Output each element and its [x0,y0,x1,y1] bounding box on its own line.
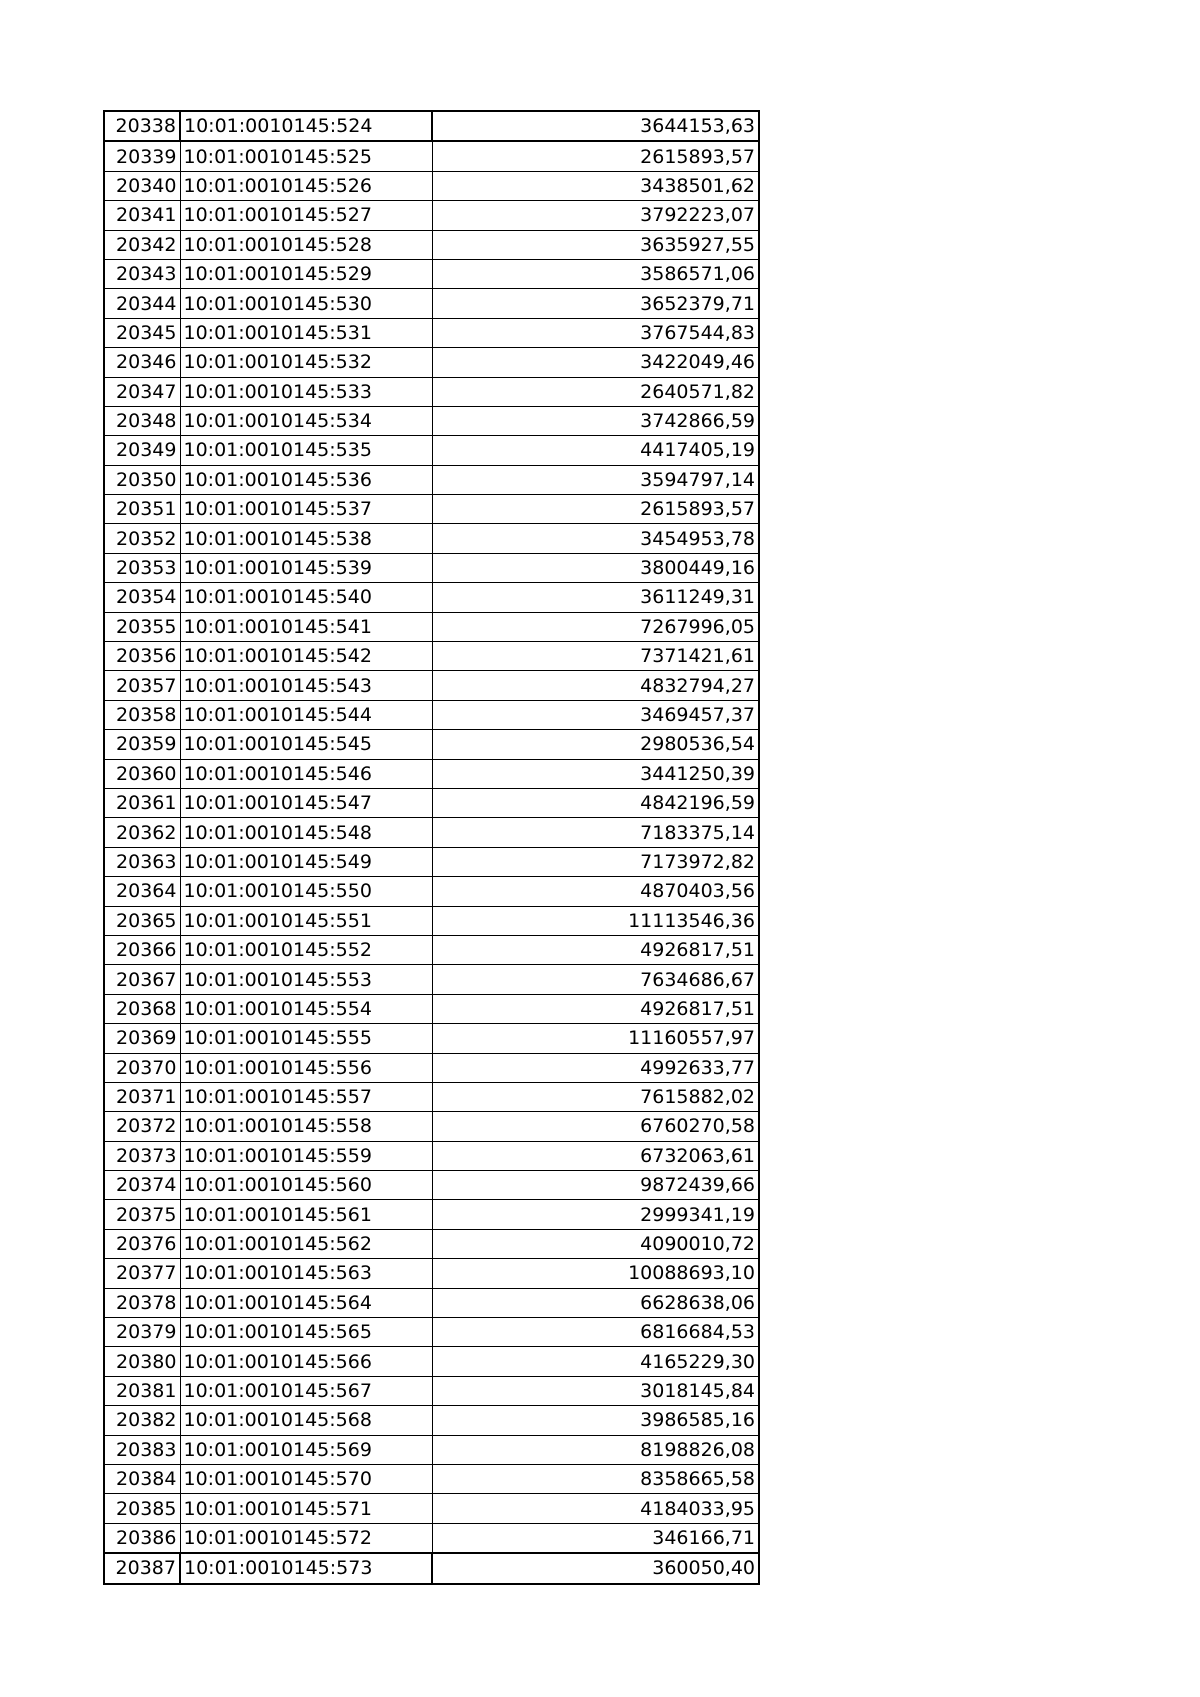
value-cell: 3635927,55 [432,230,759,259]
cadastral-number-cell: 10:01:0010145:535 [180,436,432,465]
row-number-cell: 20343 [104,259,180,288]
row-number-cell: 20378 [104,1288,180,1317]
table-row [104,1053,759,1082]
cadastral-number-cell: 10:01:0010145:554 [180,994,432,1023]
value-cell: 11113546,36 [432,906,759,935]
table-row [104,1553,759,1583]
table-row [104,1229,759,1258]
row-number-cell: 20351 [104,495,180,524]
value-cell: 346166,71 [432,1523,759,1553]
row-number-cell: 20349 [104,436,180,465]
cadastral-number-cell: 10:01:0010145:541 [180,612,432,641]
table-row [104,1082,759,1111]
value-cell: 8198826,08 [432,1435,759,1464]
table-row [104,1200,759,1229]
cadastral-number-cell: 10:01:0010145:537 [180,495,432,524]
value-cell: 360050,40 [432,1553,759,1583]
table-row [104,1288,759,1317]
cadastral-number-cell: 10:01:0010145:528 [180,230,432,259]
cadastral-number-cell: 10:01:0010145:549 [180,847,432,876]
value-cell: 3438501,62 [432,171,759,200]
cadastral-number-cell: 10:01:0010145:556 [180,1053,432,1082]
cadastral-number-cell: 10:01:0010145:548 [180,818,432,847]
value-cell: 6628638,06 [432,1288,759,1317]
cadastral-number-cell: 10:01:0010145:566 [180,1347,432,1376]
row-number-cell: 20371 [104,1082,180,1111]
table-row [104,935,759,964]
value-cell: 3800449,16 [432,553,759,582]
cadastral-number-cell: 10:01:0010145:527 [180,201,432,230]
value-cell: 6760270,58 [432,1112,759,1141]
value-cell: 4926817,51 [432,935,759,964]
table-row [104,524,759,553]
value-cell: 7267996,05 [432,612,759,641]
row-number-cell: 20384 [104,1464,180,1493]
value-cell: 7634686,67 [432,965,759,994]
table-row [104,994,759,1023]
table-row [104,465,759,494]
row-number-cell: 20346 [104,348,180,377]
table-row [104,406,759,435]
table-row [104,171,759,200]
table-row [104,847,759,876]
table-row [104,1376,759,1405]
cadastral-number-cell: 10:01:0010145:571 [180,1494,432,1523]
row-number-cell: 20383 [104,1435,180,1464]
cadastral-number-cell: 10:01:0010145:546 [180,759,432,788]
row-number-cell: 20352 [104,524,180,553]
cadastral-number-cell: 10:01:0010145:563 [180,1259,432,1288]
value-cell: 3652379,71 [432,289,759,318]
table-row [104,965,759,994]
value-cell: 3422049,46 [432,348,759,377]
table-row [104,1141,759,1170]
cadastral-number-cell: 10:01:0010145:569 [180,1435,432,1464]
data-table [103,110,760,1585]
row-number-cell: 20345 [104,318,180,347]
value-cell: 3594797,14 [432,465,759,494]
row-number-cell: 20339 [104,141,180,171]
table-row [104,1318,759,1347]
table-row [104,1259,759,1288]
cadastral-number-cell: 10:01:0010145:552 [180,935,432,964]
value-cell: 8358665,58 [432,1464,759,1493]
value-cell: 3742866,59 [432,406,759,435]
row-number-cell: 20340 [104,171,180,200]
row-number-cell: 20344 [104,289,180,318]
table-row [104,259,759,288]
cadastral-number-cell: 10:01:0010145:564 [180,1288,432,1317]
cadastral-number-cell: 10:01:0010145:534 [180,406,432,435]
value-cell: 3792223,07 [432,201,759,230]
row-number-cell: 20361 [104,788,180,817]
value-cell: 4870403,56 [432,877,759,906]
value-cell: 4842196,59 [432,788,759,817]
table-row [104,671,759,700]
cadastral-number-cell: 10:01:0010145:532 [180,348,432,377]
table-row [104,1112,759,1141]
row-number-cell: 20369 [104,1024,180,1053]
value-cell: 4090010,72 [432,1229,759,1258]
value-cell: 3454953,78 [432,524,759,553]
row-number-cell: 20366 [104,935,180,964]
cadastral-number-cell: 10:01:0010145:526 [180,171,432,200]
cadastral-number-cell: 10:01:0010145:559 [180,1141,432,1170]
value-cell: 2615893,57 [432,141,759,171]
row-number-cell: 20374 [104,1171,180,1200]
row-number-cell: 20372 [104,1112,180,1141]
row-number-cell: 20358 [104,700,180,729]
row-number-cell: 20365 [104,906,180,935]
cadastral-number-cell: 10:01:0010145:551 [180,906,432,935]
table-row [104,1024,759,1053]
cadastral-number-cell: 10:01:0010145:550 [180,877,432,906]
value-cell: 9872439,66 [432,1171,759,1200]
row-number-cell: 20348 [104,406,180,435]
value-cell: 6732063,61 [432,1141,759,1170]
cadastral-number-cell: 10:01:0010145:544 [180,700,432,729]
row-number-cell: 20360 [104,759,180,788]
cadastral-number-cell: 10:01:0010145:529 [180,259,432,288]
cadastral-number-cell: 10:01:0010145:545 [180,730,432,759]
row-number-cell: 20364 [104,877,180,906]
table-row [104,1464,759,1493]
cadastral-number-cell: 10:01:0010145:547 [180,788,432,817]
value-cell: 3611249,31 [432,583,759,612]
value-cell: 3767544,83 [432,318,759,347]
value-cell: 2999341,19 [432,1200,759,1229]
cadastral-number-cell: 10:01:0010145:560 [180,1171,432,1200]
table-row [104,877,759,906]
row-number-cell: 20359 [104,730,180,759]
value-cell: 3586571,06 [432,259,759,288]
row-number-cell: 20373 [104,1141,180,1170]
table-row [104,788,759,817]
row-number-cell: 20338 [104,111,180,141]
row-number-cell: 20356 [104,642,180,671]
table-row [104,436,759,465]
row-number-cell: 20363 [104,847,180,876]
table-row [104,612,759,641]
value-cell: 3018145,84 [432,1376,759,1405]
table-row [104,495,759,524]
table-row [104,289,759,318]
row-number-cell: 20350 [104,465,180,494]
cadastral-number-cell: 10:01:0010145:558 [180,1112,432,1141]
row-number-cell: 20357 [104,671,180,700]
row-number-cell: 20376 [104,1229,180,1258]
table-row [104,642,759,671]
row-number-cell: 20375 [104,1200,180,1229]
cadastral-number-cell: 10:01:0010145:543 [180,671,432,700]
table-row [104,348,759,377]
cadastral-number-cell: 10:01:0010145:538 [180,524,432,553]
value-cell: 3644153,63 [432,111,759,141]
row-number-cell: 20377 [104,1259,180,1288]
row-number-cell: 20385 [104,1494,180,1523]
table-row [104,141,759,171]
value-cell: 2980536,54 [432,730,759,759]
table-row [104,730,759,759]
row-number-cell: 20370 [104,1053,180,1082]
table-row [104,230,759,259]
table-row [104,583,759,612]
value-cell: 4417405,19 [432,436,759,465]
table-row [104,906,759,935]
table-row [104,553,759,582]
row-number-cell: 20353 [104,553,180,582]
table-row [104,377,759,406]
value-cell: 7371421,61 [432,642,759,671]
table-row [104,1435,759,1464]
value-cell: 2640571,82 [432,377,759,406]
table-row [104,111,759,141]
table-row [104,318,759,347]
row-number-cell: 20354 [104,583,180,612]
table-row [104,759,759,788]
row-number-cell: 20342 [104,230,180,259]
cadastral-number-cell: 10:01:0010145:542 [180,642,432,671]
value-cell: 2615893,57 [432,495,759,524]
cadastral-number-cell: 10:01:0010145:539 [180,553,432,582]
row-number-cell: 20380 [104,1347,180,1376]
row-number-cell: 20382 [104,1406,180,1435]
row-number-cell: 20381 [104,1376,180,1405]
row-number-cell: 20355 [104,612,180,641]
table-row [104,1494,759,1523]
value-cell: 4832794,27 [432,671,759,700]
cadastral-number-cell: 10:01:0010145:525 [180,141,432,171]
value-cell: 6816684,53 [432,1318,759,1347]
cadastral-number-cell: 10:01:0010145:536 [180,465,432,494]
value-cell: 4165229,30 [432,1347,759,1376]
table-row [104,700,759,729]
table-row [104,1171,759,1200]
value-cell: 7183375,14 [432,818,759,847]
value-cell: 4992633,77 [432,1053,759,1082]
cadastral-number-cell: 10:01:0010145:568 [180,1406,432,1435]
value-cell: 3986585,16 [432,1406,759,1435]
value-cell: 7173972,82 [432,847,759,876]
row-number-cell: 20367 [104,965,180,994]
table-row [104,1347,759,1376]
cadastral-number-cell: 10:01:0010145:570 [180,1464,432,1493]
cadastral-number-cell: 10:01:0010145:572 [180,1523,432,1553]
table-row [104,818,759,847]
cadastral-number-cell: 10:01:0010145:553 [180,965,432,994]
table-row [104,1406,759,1435]
cadastral-number-cell: 10:01:0010145:530 [180,289,432,318]
cadastral-number-cell: 10:01:0010145:531 [180,318,432,347]
table-row [104,201,759,230]
cadastral-number-cell: 10:01:0010145:533 [180,377,432,406]
value-cell: 7615882,02 [432,1082,759,1111]
table-row [104,1523,759,1553]
row-number-cell: 20387 [104,1553,180,1583]
row-number-cell: 20386 [104,1523,180,1553]
cadastral-number-cell: 10:01:0010145:565 [180,1318,432,1347]
cadastral-number-cell: 10:01:0010145:573 [180,1553,432,1583]
value-cell: 4184033,95 [432,1494,759,1523]
cadastral-number-cell: 10:01:0010145:562 [180,1229,432,1258]
row-number-cell: 20368 [104,994,180,1023]
value-cell: 3469457,37 [432,700,759,729]
value-cell: 4926817,51 [432,994,759,1023]
cadastral-number-cell: 10:01:0010145:561 [180,1200,432,1229]
value-cell: 11160557,97 [432,1024,759,1053]
cadastral-number-cell: 10:01:0010145:567 [180,1376,432,1405]
row-number-cell: 20362 [104,818,180,847]
cadastral-number-cell: 10:01:0010145:557 [180,1082,432,1111]
cadastral-number-cell: 10:01:0010145:524 [180,111,432,141]
row-number-cell: 20379 [104,1318,180,1347]
row-number-cell: 20347 [104,377,180,406]
value-cell: 10088693,10 [432,1259,759,1288]
data-table-body [104,111,759,1584]
row-number-cell: 20341 [104,201,180,230]
cadastral-number-cell: 10:01:0010145:540 [180,583,432,612]
cadastral-number-cell: 10:01:0010145:555 [180,1024,432,1053]
value-cell: 3441250,39 [432,759,759,788]
